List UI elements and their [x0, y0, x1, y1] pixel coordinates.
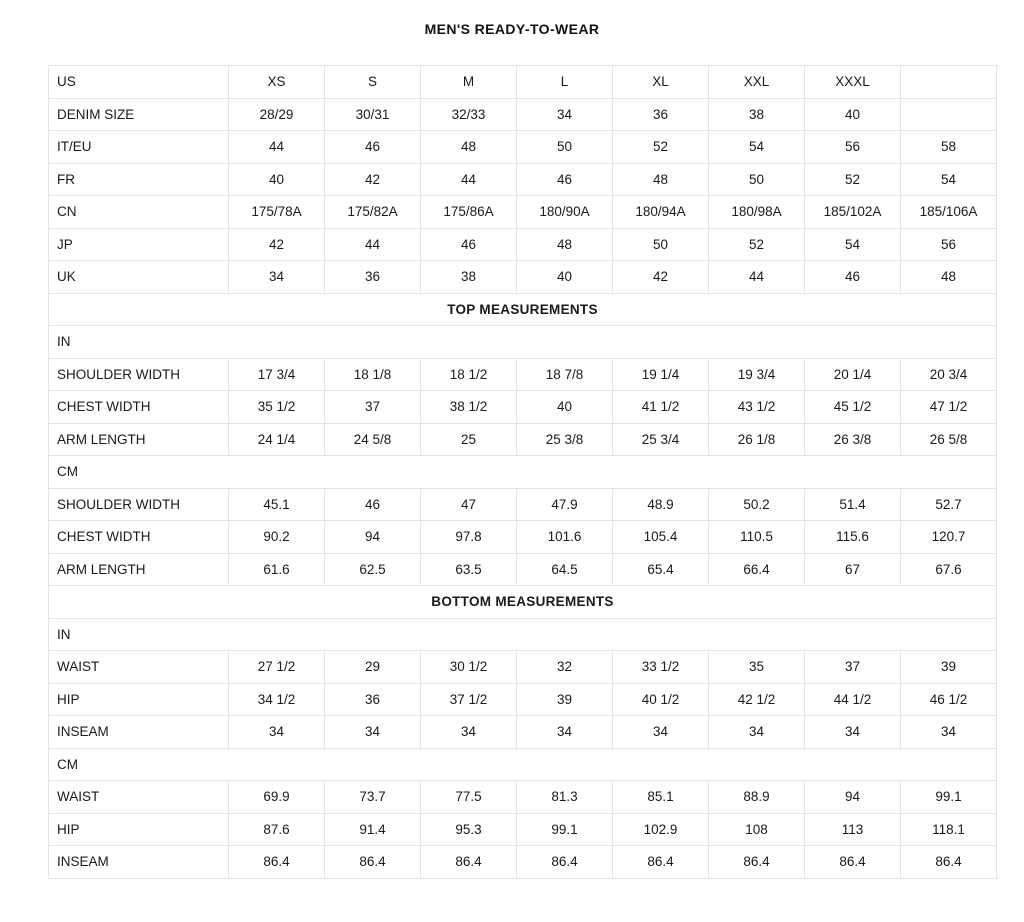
table-cell: 17 3/4 — [229, 358, 325, 391]
table-cell: S — [325, 66, 421, 99]
table-row — [49, 488, 997, 521]
table-cell: 18 7/8 — [517, 358, 613, 391]
table-cell: 47 1/2 — [901, 391, 997, 424]
unit-header: CM — [49, 748, 997, 781]
size-chart-body — [49, 66, 997, 879]
table-cell: 18 1/8 — [325, 358, 421, 391]
table-cell: 24 5/8 — [325, 423, 421, 456]
table-cell: 40 — [517, 261, 613, 294]
table-cell: 185/102A — [805, 196, 901, 229]
table-cell: 26 1/8 — [709, 423, 805, 456]
table-cell: 54 — [805, 228, 901, 261]
table-row — [49, 293, 997, 326]
row-label: FR — [49, 163, 229, 196]
table-cell: 105.4 — [613, 521, 709, 554]
table-cell: 113 — [805, 813, 901, 846]
table-cell: 175/86A — [421, 196, 517, 229]
table-cell: 34 — [805, 716, 901, 749]
table-cell: 32 — [517, 651, 613, 684]
table-cell: 56 — [805, 131, 901, 164]
table-cell: 63.5 — [421, 553, 517, 586]
table-cell: 50 — [613, 228, 709, 261]
table-cell: 46 — [805, 261, 901, 294]
table-cell: 42 — [229, 228, 325, 261]
table-cell: 35 1/2 — [229, 391, 325, 424]
table-cell: XS — [229, 66, 325, 99]
table-cell: 95.3 — [421, 813, 517, 846]
table-cell: 26 3/8 — [805, 423, 901, 456]
table-cell: 25 3/4 — [613, 423, 709, 456]
table-cell: 91.4 — [325, 813, 421, 846]
row-label: CHEST WIDTH — [49, 391, 229, 424]
table-cell: L — [517, 66, 613, 99]
table-cell: 46 — [325, 488, 421, 521]
table-cell: 44 — [709, 261, 805, 294]
table-cell: 34 — [901, 716, 997, 749]
table-row — [49, 98, 997, 131]
table-cell: 42 — [325, 163, 421, 196]
table-cell: 69.9 — [229, 781, 325, 814]
row-label: US — [49, 66, 229, 99]
table-row — [49, 196, 997, 229]
table-cell: 62.5 — [325, 553, 421, 586]
table-cell: 37 1/2 — [421, 683, 517, 716]
table-cell: 97.8 — [421, 521, 517, 554]
table-cell: 34 — [325, 716, 421, 749]
table-cell: 81.3 — [517, 781, 613, 814]
row-label: JP — [49, 228, 229, 261]
table-cell: 34 1/2 — [229, 683, 325, 716]
row-label: SHOULDER WIDTH — [49, 358, 229, 391]
table-cell: 44 — [421, 163, 517, 196]
table-cell: 77.5 — [421, 781, 517, 814]
table-cell: 37 — [805, 651, 901, 684]
table-cell: 36 — [325, 683, 421, 716]
table-cell: 101.6 — [517, 521, 613, 554]
table-cell: 66.4 — [709, 553, 805, 586]
table-row — [49, 326, 997, 359]
table-cell: 175/82A — [325, 196, 421, 229]
table-cell: 58 — [901, 131, 997, 164]
table-cell: 48 — [901, 261, 997, 294]
table-cell: 64.5 — [517, 553, 613, 586]
row-label: WAIST — [49, 651, 229, 684]
section-header: TOP MEASUREMENTS — [49, 293, 997, 326]
table-cell: 48 — [517, 228, 613, 261]
table-cell: 94 — [325, 521, 421, 554]
table-cell: 37 — [325, 391, 421, 424]
table-cell: 86.4 — [421, 846, 517, 879]
table-cell: 50 — [709, 163, 805, 196]
table-cell: 185/106A — [901, 196, 997, 229]
row-label: HIP — [49, 813, 229, 846]
table-cell: 94 — [805, 781, 901, 814]
table-cell: 28/29 — [229, 98, 325, 131]
table-row — [49, 66, 997, 99]
table-cell: 25 — [421, 423, 517, 456]
table-row — [49, 716, 997, 749]
table-cell: XXXL — [805, 66, 901, 99]
table-cell: 48.9 — [613, 488, 709, 521]
unit-header: IN — [49, 326, 997, 359]
table-cell: 30 1/2 — [421, 651, 517, 684]
table-cell: XXL — [709, 66, 805, 99]
table-cell: 45 1/2 — [805, 391, 901, 424]
row-label: IT/EU — [49, 131, 229, 164]
table-cell: 54 — [901, 163, 997, 196]
table-cell: 99.1 — [517, 813, 613, 846]
table-cell: 30/31 — [325, 98, 421, 131]
table-cell: 120.7 — [901, 521, 997, 554]
table-cell: 48 — [421, 131, 517, 164]
table-row — [49, 553, 997, 586]
table-cell: 19 3/4 — [709, 358, 805, 391]
table-row — [49, 521, 997, 554]
table-cell: M — [421, 66, 517, 99]
table-cell: 44 — [325, 228, 421, 261]
table-cell: 46 — [517, 163, 613, 196]
table-cell: 44 — [229, 131, 325, 164]
table-cell: 20 3/4 — [901, 358, 997, 391]
table-cell: 86.4 — [517, 846, 613, 879]
table-cell: 67.6 — [901, 553, 997, 586]
table-row — [49, 228, 997, 261]
table-cell: 46 — [325, 131, 421, 164]
table-cell: 46 — [421, 228, 517, 261]
row-label: UK — [49, 261, 229, 294]
table-cell: 38 — [421, 261, 517, 294]
table-row — [49, 586, 997, 619]
table-cell: 48 — [613, 163, 709, 196]
table-cell: 34 — [709, 716, 805, 749]
table-row — [49, 131, 997, 164]
page-title: MEN'S READY-TO-WEAR — [424, 21, 600, 37]
table-cell: 180/94A — [613, 196, 709, 229]
table-cell: 40 — [229, 163, 325, 196]
table-row — [49, 456, 997, 489]
table-cell: 47 — [421, 488, 517, 521]
table-row — [49, 748, 997, 781]
table-cell: 34 — [517, 716, 613, 749]
table-cell: 38 — [709, 98, 805, 131]
table-cell: 42 1/2 — [709, 683, 805, 716]
table-cell: 86.4 — [709, 846, 805, 879]
table-row — [49, 651, 997, 684]
table-cell: 86.4 — [805, 846, 901, 879]
table-cell: 180/98A — [709, 196, 805, 229]
table-cell: 61.6 — [229, 553, 325, 586]
table-cell: 33 1/2 — [613, 651, 709, 684]
table-cell: 110.5 — [709, 521, 805, 554]
table-cell: XL — [613, 66, 709, 99]
table-row — [49, 423, 997, 456]
table-cell: 86.4 — [613, 846, 709, 879]
table-row — [49, 163, 997, 196]
table-cell: 87.6 — [229, 813, 325, 846]
unit-header: IN — [49, 618, 997, 651]
table-cell: 20 1/4 — [805, 358, 901, 391]
section-header: BOTTOM MEASUREMENTS — [49, 586, 997, 619]
table-cell: 38 1/2 — [421, 391, 517, 424]
table-cell: 51.4 — [805, 488, 901, 521]
table-cell: 54 — [709, 131, 805, 164]
table-cell: 65.4 — [613, 553, 709, 586]
table-cell: 29 — [325, 651, 421, 684]
table-cell: 44 1/2 — [805, 683, 901, 716]
table-cell: 52 — [805, 163, 901, 196]
table-cell: 42 — [613, 261, 709, 294]
table-cell: 19 1/4 — [613, 358, 709, 391]
table-cell: 27 1/2 — [229, 651, 325, 684]
table-cell: 35 — [709, 651, 805, 684]
row-label: DENIM SIZE — [49, 98, 229, 131]
table-row — [49, 358, 997, 391]
table-cell: 86.4 — [325, 846, 421, 879]
table-cell: 34 — [421, 716, 517, 749]
table-cell: 52.7 — [901, 488, 997, 521]
table-cell: 50.2 — [709, 488, 805, 521]
table-row — [49, 683, 997, 716]
table-row — [49, 781, 997, 814]
table-cell-empty — [901, 98, 997, 131]
table-cell: 34 — [517, 98, 613, 131]
table-row — [49, 618, 997, 651]
table-cell: 39 — [901, 651, 997, 684]
table-cell: 45.1 — [229, 488, 325, 521]
table-cell: 108 — [709, 813, 805, 846]
table-cell: 52 — [709, 228, 805, 261]
table-cell: 180/90A — [517, 196, 613, 229]
table-cell: 67 — [805, 553, 901, 586]
table-cell: 26 5/8 — [901, 423, 997, 456]
row-label: HIP — [49, 683, 229, 716]
table-cell: 46 1/2 — [901, 683, 997, 716]
row-label: INSEAM — [49, 716, 229, 749]
table-cell: 47.9 — [517, 488, 613, 521]
row-label: CN — [49, 196, 229, 229]
table-cell: 56 — [901, 228, 997, 261]
table-cell: 85.1 — [613, 781, 709, 814]
table-cell: 24 1/4 — [229, 423, 325, 456]
row-label: SHOULDER WIDTH — [49, 488, 229, 521]
table-cell: 34 — [229, 716, 325, 749]
table-cell: 43 1/2 — [709, 391, 805, 424]
table-cell-empty — [901, 66, 997, 99]
unit-header: CM — [49, 456, 997, 489]
table-cell: 25 3/8 — [517, 423, 613, 456]
table-cell: 41 1/2 — [613, 391, 709, 424]
table-cell: 36 — [325, 261, 421, 294]
table-cell: 102.9 — [613, 813, 709, 846]
row-label: ARM LENGTH — [49, 423, 229, 456]
table-cell: 36 — [613, 98, 709, 131]
table-cell: 39 — [517, 683, 613, 716]
table-cell: 175/78A — [229, 196, 325, 229]
table-cell: 88.9 — [709, 781, 805, 814]
table-cell: 115.6 — [805, 521, 901, 554]
row-label: INSEAM — [49, 846, 229, 879]
table-cell: 18 1/2 — [421, 358, 517, 391]
table-cell: 86.4 — [901, 846, 997, 879]
table-cell: 50 — [517, 131, 613, 164]
table-cell: 34 — [229, 261, 325, 294]
table-row — [49, 813, 997, 846]
table-cell: 34 — [613, 716, 709, 749]
table-row — [49, 391, 997, 424]
table-cell: 99.1 — [901, 781, 997, 814]
row-label: CHEST WIDTH — [49, 521, 229, 554]
table-cell: 86.4 — [229, 846, 325, 879]
size-chart-table — [48, 65, 997, 879]
table-cell: 32/33 — [421, 98, 517, 131]
table-cell: 40 — [517, 391, 613, 424]
table-cell: 73.7 — [325, 781, 421, 814]
row-label: WAIST — [49, 781, 229, 814]
table-cell: 90.2 — [229, 521, 325, 554]
table-cell: 40 — [805, 98, 901, 131]
table-cell: 118.1 — [901, 813, 997, 846]
table-row — [49, 846, 997, 879]
row-label: ARM LENGTH — [49, 553, 229, 586]
table-cell: 40 1/2 — [613, 683, 709, 716]
table-row — [49, 261, 997, 294]
table-cell: 52 — [613, 131, 709, 164]
